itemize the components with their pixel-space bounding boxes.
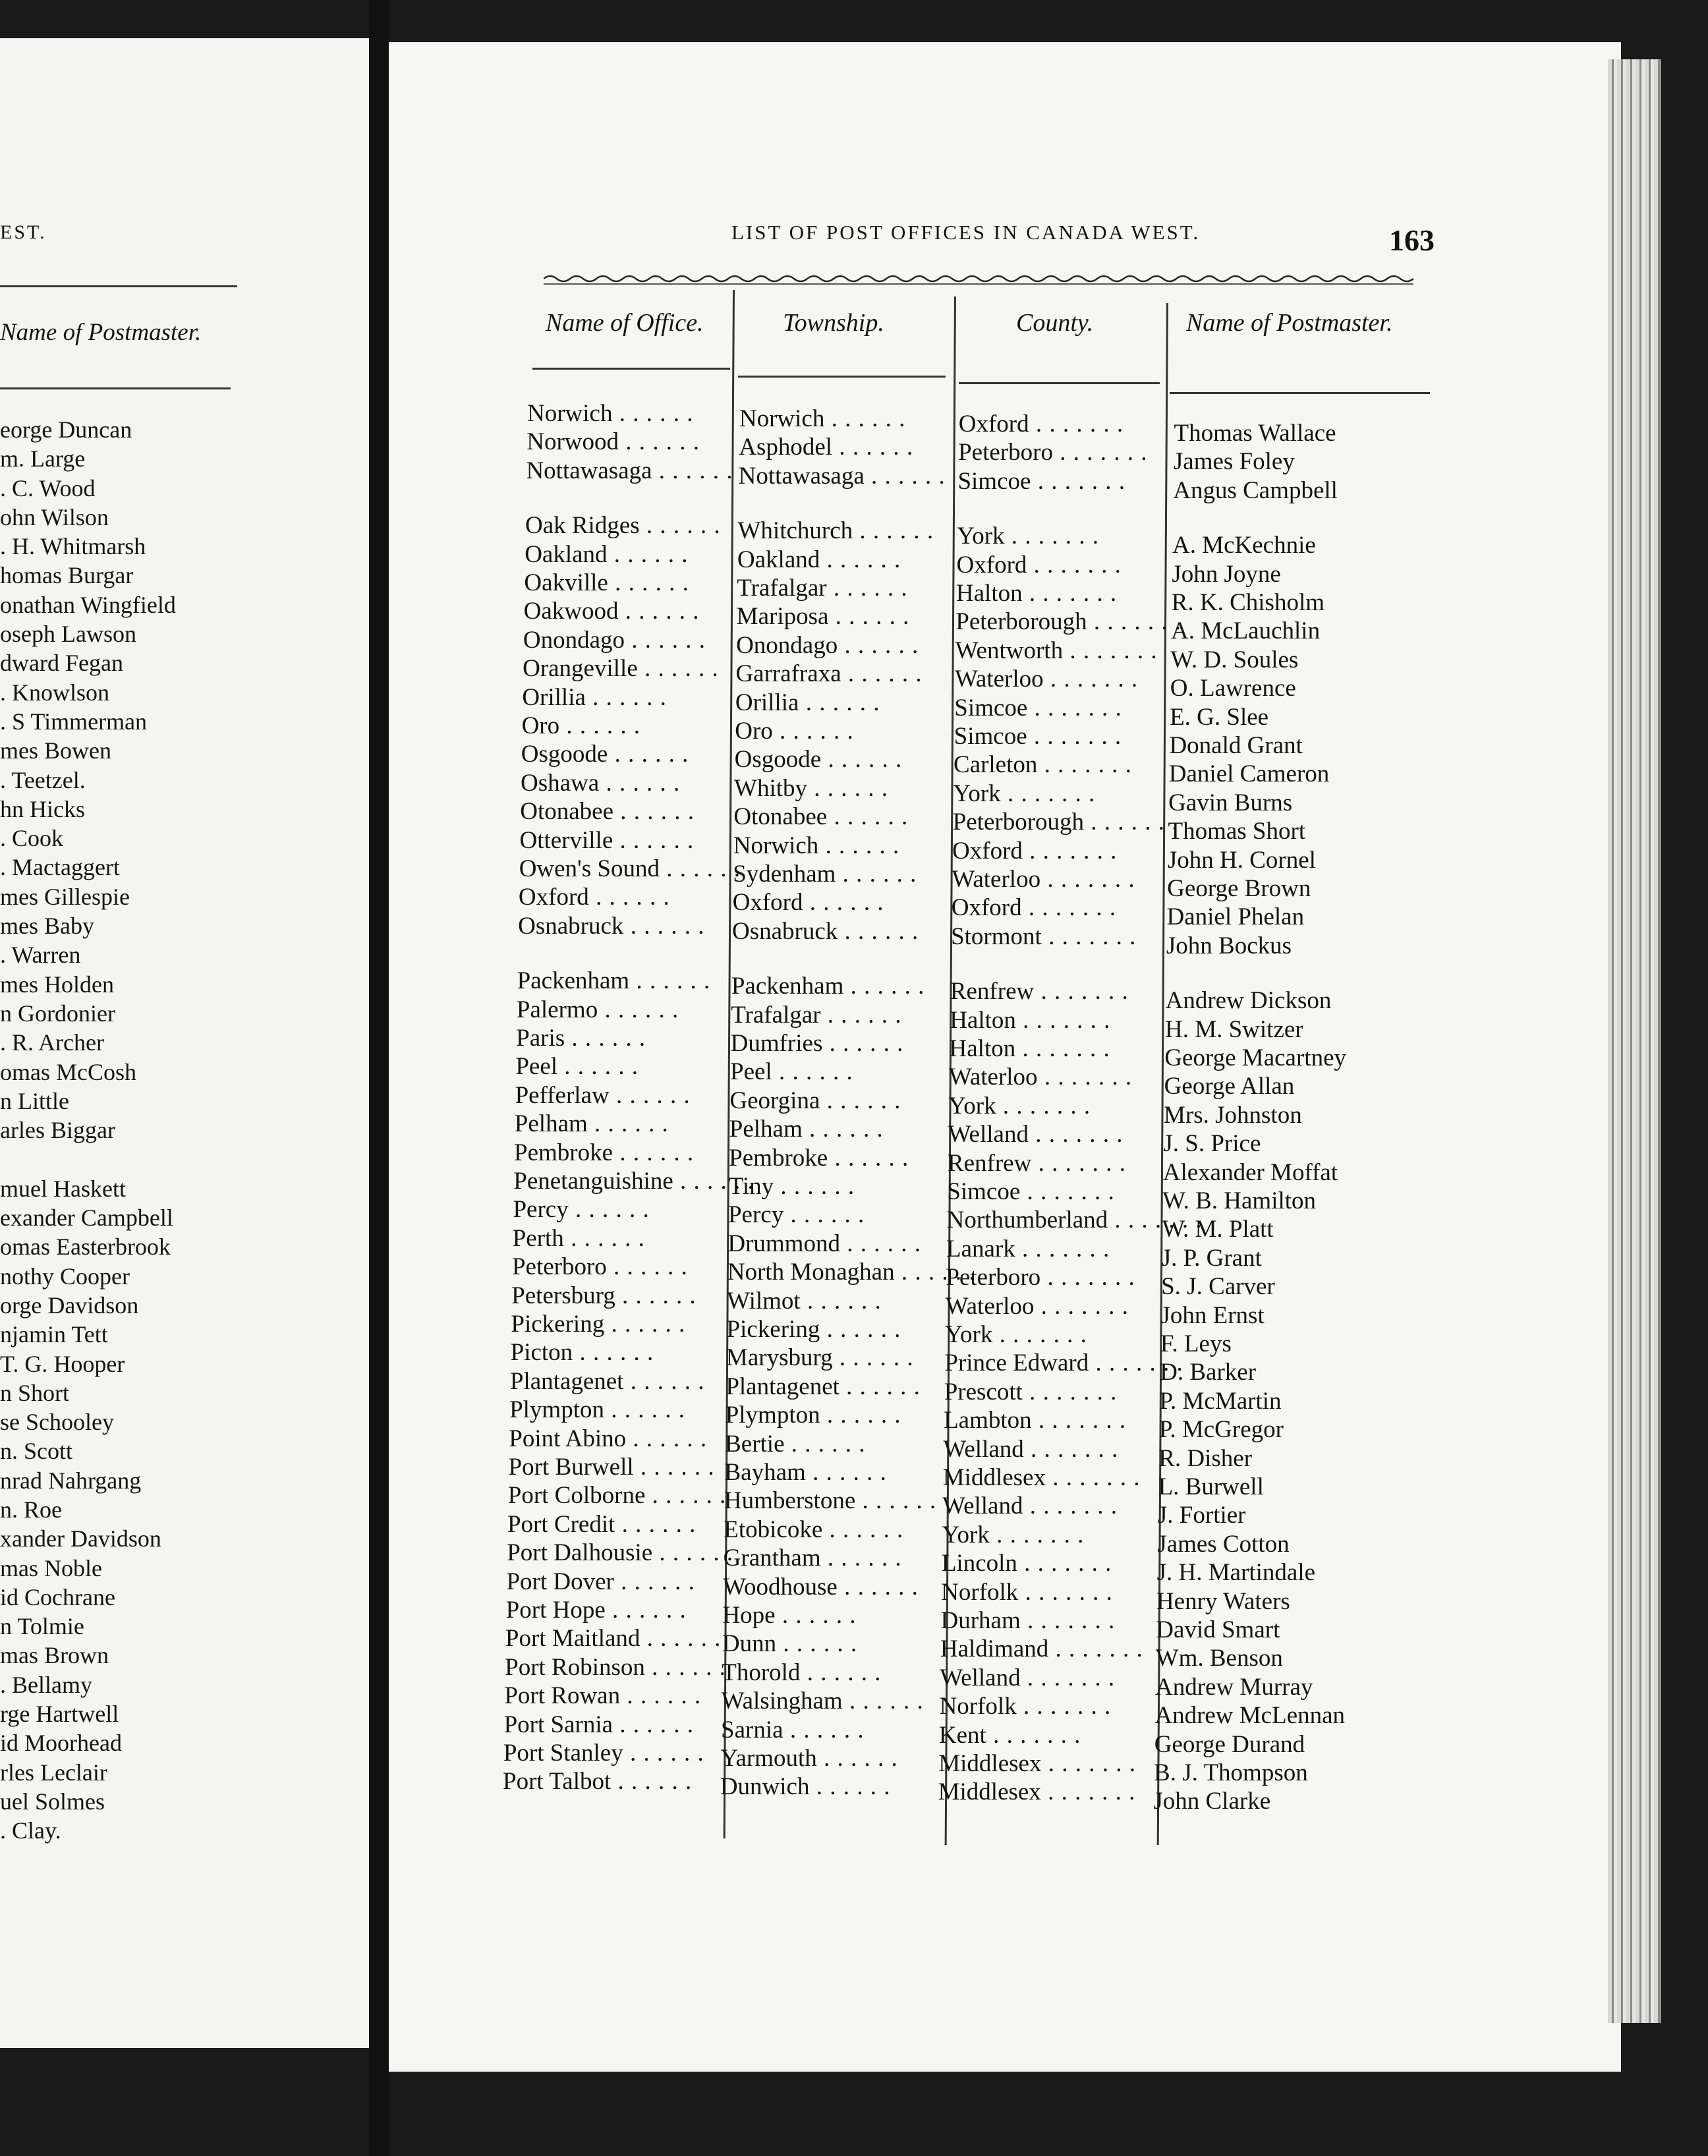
office-cell: Peel . . .: [515, 1052, 639, 1081]
postmaster-cell: Daniel Cameron: [1168, 760, 1330, 788]
left-running-head: EST.: [0, 221, 47, 243]
postmaster-cell: John Bockus: [1166, 932, 1292, 959]
postmaster-cell: James Cotton: [1157, 1530, 1290, 1558]
township-cell: Otonabee . . .: [733, 803, 908, 831]
left-postmaster-entry: dward Fegan: [0, 650, 123, 677]
postmaster-cell: W. B. Hamilton: [1162, 1187, 1317, 1214]
left-postmaster-entry: onathan Wingfield: [0, 591, 176, 618]
left-postmaster-entry: . Clay.: [0, 1817, 61, 1844]
left-postmaster-entry: n. Scott: [0, 1438, 73, 1465]
township-cell: Packenham . . .: [731, 972, 925, 1000]
office-cell: Penetanguishine . . .: [513, 1167, 754, 1195]
office-cell: Port Talbot . . .: [503, 1767, 692, 1796]
left-postmaster-entry: n Tolmie: [0, 1613, 84, 1640]
running-head: LIST OF POST OFFICES IN CANADA WEST.: [731, 221, 1201, 244]
county-cell: Haldimand . . .: [940, 1635, 1143, 1663]
left-postmaster-entry: id Moorhead: [0, 1730, 122, 1757]
left-postmaster-entry: id Cochrane: [0, 1583, 115, 1610]
postmaster-cell: John Clarke: [1153, 1788, 1271, 1815]
left-postmaster-entry: uel Solmes: [0, 1788, 105, 1815]
township-cell: Grantham . . .: [724, 1544, 902, 1572]
township-cell: Mariposa . . .: [737, 602, 910, 631]
left-column-header: Name of Postmaster.: [0, 319, 202, 346]
postmaster-cell: Thomas Short: [1168, 818, 1306, 845]
postmaster-cell: Angus Campbell: [1173, 476, 1338, 504]
postmaster-cell: A. McKechnie: [1172, 532, 1316, 559]
county-cell: Middlesex . . .: [938, 1778, 1136, 1806]
office-cell: Norwood . . .: [527, 428, 700, 456]
left-postmaster-entry: hn Hicks: [0, 795, 85, 822]
county-cell: Waterloo . . .: [949, 1063, 1132, 1091]
county-cell: Lambton . . .: [944, 1406, 1126, 1434]
left-postmaster-entry: n. Roe: [0, 1496, 62, 1523]
left-postmaster-entry: mes Bowen: [0, 737, 111, 764]
left-postmaster-entry: njamin Tett: [0, 1321, 108, 1348]
left-postmaster-entry: . Warren: [0, 942, 81, 969]
county-cell: York . . .: [953, 780, 1095, 808]
township-cell: Orillia . . .: [735, 689, 880, 717]
postmaster-cell: Donald Grant: [1169, 732, 1303, 759]
township-cell: Sarnia . . .: [721, 1716, 865, 1744]
left-postmaster-entry: rles Leclair: [0, 1759, 107, 1786]
township-cell: Marysburg . . .: [726, 1344, 914, 1372]
county-cell: Kent . . .: [939, 1721, 1081, 1749]
postmaster-cell: R. Disher: [1158, 1444, 1253, 1472]
page-number: 163: [1389, 223, 1435, 257]
township-cell: Hope . . .: [722, 1601, 856, 1630]
office-cell: Pelham . . .: [515, 1110, 669, 1138]
county-cell: Peterborough . . .: [955, 608, 1181, 636]
township-cell: Onondago . . .: [736, 631, 919, 660]
office-cell: Onondago . . .: [523, 626, 706, 654]
left-postmaster-entry: n Short: [0, 1379, 70, 1406]
county-cell: York . . .: [948, 1092, 1091, 1120]
township-cell: Tiny . . .: [729, 1172, 855, 1201]
township-cell: Oxford . . .: [733, 888, 884, 917]
county-cell: Oxford . . .: [957, 551, 1122, 579]
county-cell: Durham . . .: [941, 1606, 1116, 1635]
county-cell: Peterborough . . .: [953, 808, 1179, 836]
left-postmaster-entry: . Bellamy: [0, 1671, 92, 1698]
office-cell: Palermo . . .: [517, 996, 679, 1024]
township-cell: Sydenham . . .: [733, 860, 917, 888]
office-cell: Port Colborne . . .: [508, 1481, 727, 1510]
postmaster-cell: Gavin Burns: [1168, 789, 1293, 816]
left-postmaster-entry: T. G. Hooper: [0, 1350, 125, 1377]
left-postmaster-entry: eorge Duncan: [0, 416, 132, 443]
county-cell: Prince Edward . . .: [944, 1349, 1183, 1377]
left-postmaster-entry: exander Campbell: [0, 1205, 173, 1232]
column-header-county: County.: [1016, 309, 1094, 337]
office-cell: Plantagenet . . .: [510, 1367, 705, 1396]
left-postmaster-entry: oseph Lawson: [0, 621, 136, 648]
left-postmaster-entry: nrad Nahrgang: [0, 1467, 142, 1494]
postmaster-cell: D. Barker: [1160, 1359, 1257, 1386]
postmaster-cell: John H. Cornel: [1167, 846, 1316, 874]
left-postmaster-entry: se Schooley: [0, 1409, 114, 1436]
county-cell: Renfrew . . .: [950, 977, 1129, 1006]
left-postmaster-entry: nothy Cooper: [0, 1262, 130, 1290]
office-cell: Picton . . .: [511, 1338, 654, 1367]
postmaster-cell: F. Leys: [1160, 1330, 1232, 1357]
office-cell: Port Burwell . . .: [509, 1453, 715, 1481]
office-cell: Owen's Sound . . .: [519, 855, 741, 883]
office-cell: Oro . . .: [522, 712, 641, 740]
office-cell: Percy . . .: [513, 1195, 649, 1224]
county-cell: Norfolk . . .: [940, 1692, 1112, 1720]
township-cell: Yarmouth . . .: [720, 1744, 897, 1773]
township-cell: Dunwich . . .: [720, 1773, 891, 1801]
postmaster-cell: J. S. Price: [1163, 1130, 1261, 1158]
township-cell: Woodhouse . . .: [723, 1573, 919, 1601]
office-cell: Nottawasaga . . .: [526, 457, 733, 485]
office-cell: Port Dover . . .: [506, 1568, 695, 1596]
township-cell: Georgina . . .: [729, 1087, 901, 1115]
office-cell: Port Stanley . . .: [503, 1739, 704, 1767]
township-cell: Dunn . . .: [722, 1630, 857, 1658]
postmaster-cell: A. McLauchlin: [1171, 617, 1321, 645]
county-cell: Halton . . .: [950, 1006, 1110, 1035]
left-postmaster-entry: xander Davidson: [0, 1525, 161, 1552]
county-cell: Halton . . .: [956, 579, 1117, 608]
office-cell: Port Dalhousie . . .: [507, 1539, 733, 1567]
county-cell: Simcoe . . .: [954, 722, 1122, 751]
left-postmaster-entry: mes Holden: [0, 971, 114, 998]
postmaster-cell: Andrew Dickson: [1165, 987, 1332, 1015]
left-postmaster-entry: . Cook: [0, 825, 64, 852]
postmaster-cell: David Smart: [1156, 1616, 1280, 1643]
office-cell: Oakland . . .: [525, 540, 688, 569]
county-cell: Wentworth . . .: [955, 637, 1158, 665]
county-cell: Stormont . . .: [951, 922, 1136, 951]
county-cell: York . . .: [942, 1521, 1084, 1549]
township-cell: Bertie . . .: [725, 1430, 865, 1458]
postmaster-cell: W. M. Platt: [1162, 1216, 1274, 1243]
county-cell: Oxford . . .: [952, 894, 1116, 922]
left-postmaster-entry: . C. Wood: [0, 474, 96, 501]
left-postmaster-entry: muel Haskett: [0, 1175, 126, 1202]
office-cell: Oshawa . . .: [521, 769, 680, 797]
township-cell: Whitby . . .: [734, 774, 888, 803]
left-postmaster-entry: . Knowlson: [0, 679, 110, 706]
left-postmaster-entry: mes Baby: [0, 913, 94, 940]
office-cell: Perth . . .: [513, 1224, 645, 1253]
office-cell: Port Rowan . . .: [504, 1682, 701, 1710]
township-cell: Asphodel . . .: [739, 433, 913, 461]
left-postmaster-entry: omas Easterbrook: [0, 1234, 171, 1261]
left-postmaster-entry: m. Large: [0, 445, 86, 472]
office-cell: Plympton . . .: [509, 1396, 685, 1424]
township-cell: North Monaghan . . .: [727, 1258, 976, 1286]
postmaster-cell: P. McGregor: [1158, 1416, 1284, 1444]
county-cell: Northumberland . . .: [947, 1206, 1203, 1234]
office-cell: Pickering . . .: [511, 1310, 685, 1338]
office-cell: Peterboro . . .: [512, 1253, 688, 1281]
county-cell: Oxford . . .: [959, 410, 1124, 438]
office-cell: Norwich . . .: [527, 399, 693, 428]
township-cell: Peel . . .: [730, 1058, 853, 1086]
office-cell: Port Robinson . . .: [505, 1653, 726, 1682]
township-cell: Oakland . . .: [737, 546, 901, 574]
county-cell: Renfrew . . .: [948, 1149, 1126, 1177]
township-cell: Norwich . . .: [739, 405, 905, 433]
township-cell: Etobicoke . . .: [724, 1516, 903, 1544]
township-cell: Plympton . . .: [726, 1401, 901, 1429]
postmaster-cell: J. Fortier: [1157, 1502, 1246, 1529]
office-cell: Port Hope . . .: [506, 1596, 687, 1624]
postmaster-cell: W. D. Soules: [1170, 646, 1299, 673]
office-cell: Port Maitland . . .: [505, 1624, 722, 1653]
office-cell: Paris . . .: [516, 1024, 646, 1052]
office-cell: Orillia . . .: [522, 683, 667, 712]
left-postmaster-entry: arles Biggar: [0, 1117, 115, 1144]
office-cell: Oxford . . .: [519, 883, 670, 911]
postmaster-cell: Andrew Murray: [1155, 1673, 1313, 1701]
postmaster-cell: H. M. Switzer: [1164, 1015, 1303, 1043]
township-cell: Wilmot . . .: [727, 1287, 882, 1315]
postmaster-cell: Alexander Moffat: [1162, 1158, 1338, 1186]
township-cell: Dumfries . . .: [731, 1029, 904, 1058]
postmaster-cell: Thomas Wallace: [1174, 420, 1336, 447]
county-cell: Welland . . .: [942, 1492, 1118, 1520]
office-cell: Petersburg . . .: [511, 1282, 697, 1310]
county-cell: Lincoln . . .: [942, 1549, 1112, 1577]
county-cell: Waterloo . . .: [952, 865, 1135, 894]
postmaster-cell: O. Lawrence: [1170, 675, 1296, 702]
left-postmaster-entry: mas Brown: [0, 1642, 109, 1669]
column-header-township: Township.: [783, 309, 884, 337]
county-cell: Middlesex . . .: [938, 1749, 1136, 1778]
office-cell: Orangeville . . .: [523, 654, 719, 683]
township-cell: Pembroke . . .: [729, 1144, 909, 1172]
postmaster-cell: Wm. Benson: [1155, 1645, 1283, 1672]
left-postmaster-entry: ohn Wilson: [0, 503, 109, 530]
township-cell: Plantagenet . . .: [726, 1373, 921, 1401]
postmaster-cell: Mrs. Johnston: [1164, 1101, 1302, 1129]
county-cell: Prescott . . .: [944, 1378, 1118, 1406]
township-cell: Thorold . . .: [722, 1659, 881, 1687]
postmaster-cell: Henry Waters: [1156, 1587, 1290, 1615]
county-cell: Waterloo . . .: [946, 1292, 1129, 1320]
office-cell: Osgoode . . .: [521, 740, 689, 768]
column-header-postmaster: Name of Postmaster.: [1186, 309, 1393, 337]
left-postmaster-entry: . Mactaggert: [0, 854, 120, 881]
office-cell: Pefferlaw . . .: [515, 1081, 691, 1110]
postmaster-cell: S. J. Carver: [1161, 1273, 1275, 1301]
postmaster-cell: J. H. Martindale: [1156, 1559, 1316, 1587]
postmaster-cell: John Ernst: [1160, 1301, 1265, 1329]
township-cell: Whitchurch . . .: [738, 517, 934, 545]
county-cell: Oxford . . .: [952, 837, 1117, 865]
county-cell: Lanark . . .: [946, 1235, 1110, 1263]
township-cell: Norwich . . .: [733, 832, 899, 860]
township-cell: Garrafraxa . . .: [735, 660, 922, 688]
office-cell: Port Sarnia . . .: [504, 1711, 694, 1739]
left-postmaster-entry: n Gordonier: [0, 1000, 115, 1027]
county-cell: Peterboro . . .: [958, 438, 1147, 467]
county-cell: York . . .: [945, 1320, 1087, 1349]
township-cell: Pelham . . .: [729, 1115, 884, 1143]
county-cell: Welland . . .: [948, 1120, 1124, 1149]
left-postmaster-entry: . H. Whitmarsh: [0, 533, 146, 560]
postmaster-cell: R. K. Chisholm: [1171, 589, 1325, 616]
county-cell: Middlesex . . .: [943, 1463, 1141, 1492]
postmaster-cell: James Foley: [1173, 448, 1295, 476]
left-postmaster-entry: n Little: [0, 1087, 69, 1114]
left-postmaster-entry: mas Noble: [0, 1554, 102, 1581]
county-cell: Simcoe . . .: [947, 1177, 1114, 1206]
postmaster-cell: Andrew McLennan: [1154, 1702, 1346, 1730]
postmaster-cell: George Durand: [1154, 1730, 1305, 1758]
county-cell: Welland . . .: [943, 1435, 1118, 1463]
postmaster-cell: Daniel Phelan: [1166, 903, 1305, 931]
office-cell: Otterville . . .: [519, 826, 694, 855]
county-cell: Simcoe . . .: [954, 694, 1122, 722]
left-postmaster-entry: omas McCosh: [0, 1058, 136, 1085]
county-cell: Welland . . .: [940, 1664, 1115, 1692]
township-cell: Trafalgar . . .: [737, 574, 907, 602]
township-cell: Percy . . .: [728, 1201, 865, 1229]
office-cell: Osnabruck . . .: [518, 912, 704, 940]
left-postmaster-entry: orge Davidson: [0, 1291, 139, 1319]
left-postmaster-entry: . Teetzel.: [0, 766, 86, 793]
postmaster-cell: B. J. Thompson: [1154, 1759, 1308, 1786]
office-cell: Oakville . . .: [524, 569, 689, 597]
township-cell: Humberstone . . .: [724, 1487, 936, 1515]
office-cell: Oakwood . . .: [524, 597, 700, 625]
office-cell: Oak Ridges . . .: [525, 511, 721, 540]
office-cell: Packenham . . .: [517, 967, 711, 995]
county-cell: Waterloo . . .: [955, 665, 1138, 693]
township-cell: Oro . . .: [735, 717, 854, 745]
township-cell: Trafalgar . . .: [731, 1001, 901, 1029]
township-cell: Pickering . . .: [727, 1315, 901, 1344]
township-cell: Osnabruck . . .: [732, 917, 919, 946]
postmaster-cell: John Joyne: [1172, 560, 1281, 588]
left-postmaster-entry: rge Hartwell: [0, 1701, 119, 1728]
postmaster-cell: George Brown: [1167, 875, 1311, 902]
county-cell: Norfolk . . .: [941, 1578, 1113, 1606]
left-postmaster-entry: . S Timmerman: [0, 708, 148, 735]
office-cell: Pembroke . . .: [514, 1139, 694, 1167]
county-cell: Carleton . . .: [954, 751, 1132, 779]
postmaster-cell: L. Burwell: [1158, 1473, 1264, 1500]
county-cell: York . . .: [957, 522, 1099, 550]
township-cell: Drummond . . .: [727, 1230, 921, 1258]
county-cell: Simcoe . . .: [957, 467, 1125, 496]
postmaster-cell: P. McMartin: [1159, 1387, 1282, 1415]
postmaster-cell: E. G. Slee: [1170, 703, 1269, 731]
township-cell: Nottawasaga . . .: [739, 462, 946, 490]
office-cell: Port Credit . . .: [507, 1510, 696, 1539]
township-cell: Bayham . . .: [725, 1458, 887, 1487]
township-cell: Walsingham . . .: [722, 1687, 924, 1715]
office-cell: Otonabee . . .: [520, 797, 695, 826]
office-cell: Point Abino . . .: [509, 1425, 707, 1453]
county-cell: Halton . . .: [950, 1035, 1110, 1063]
postmaster-cell: George Macartney: [1164, 1044, 1346, 1071]
column-header-office: Name of Office.: [546, 309, 704, 337]
postmaster-cell: J. P. Grant: [1161, 1244, 1262, 1272]
township-cell: Osgoode . . .: [735, 745, 903, 774]
left-postmaster-entry: homas Burgar: [0, 562, 134, 589]
left-postmaster-entry: mes Gillespie: [0, 883, 130, 910]
county-cell: Peterboro . . .: [946, 1263, 1135, 1291]
left-postmaster-entry: . R. Archer: [0, 1029, 104, 1056]
postmaster-cell: George Allan: [1164, 1073, 1295, 1100]
